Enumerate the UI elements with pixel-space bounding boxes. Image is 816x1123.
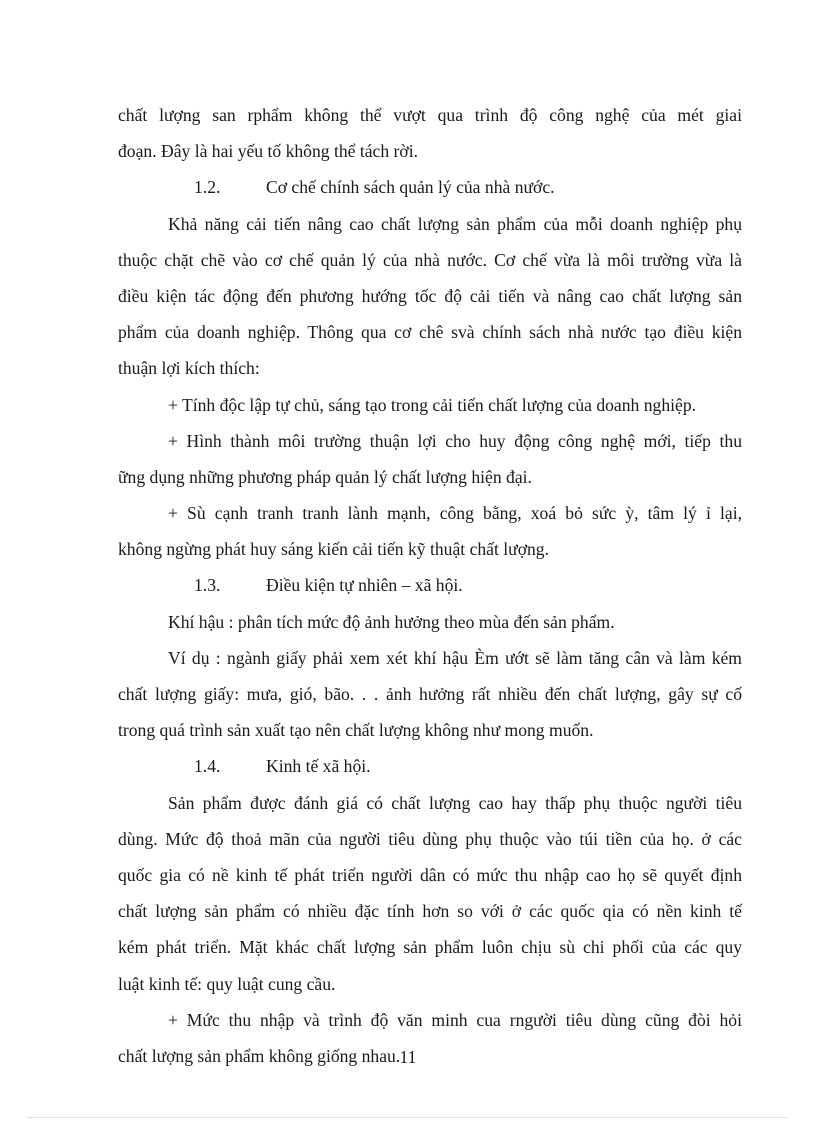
section-title: Điều kiện tự nhiên – xã hội. [266,575,463,596]
text-line: chất lượng sản phẩm có nhiều đặc tính hơn so với ở các quốc qia có nền kinh tế [118,901,742,922]
section-number: 1.4. [194,756,221,777]
text-line: thuận lợi kích thích: [118,358,260,379]
text-line: Khả năng cải tiến nâng cao chất lượng sản phẩm của mỗi doanh nghiệp phụ [168,213,742,234]
text-line: đoạn. Đây là hai yếu tố không thể tách rời. [118,141,419,162]
section-title: Cơ chế chính sách quản lý của nhà nước. [266,177,555,198]
text-line: Khí hậu : phân tích mức độ ảnh hưởng theo mùa đến sản phẩm. [168,611,615,632]
body-text [118,97,742,1074]
text-line: chất lượng sản phẩm không giống nhau. [118,1045,401,1066]
text-line: chất lượng giấy: mưa, gió, bão. . . ảnh hưởng rất nhiều đến chất lượng, gây sự cố [118,684,742,704]
text-line: chất lượng san rphẩm không thể vượt qua trình độ công nghệ của mét giai [118,105,742,125]
text-line: + Tính độc lập tự chủ, sáng tạo trong cải tiến chất lượng của doanh nghiệp. [168,394,697,415]
text-line: + Sù cạnh tranh tranh lành mạnh, công bằng, xoá bỏ sức ỳ, tâm lý ỉ lại, [168,503,742,524]
section-title: Kinh tế xã hội. [266,756,371,777]
section-heading-1-3 [118,567,742,603]
text-line: trong quá trình sản xuất tạo nên chất lượng không như mong muốn. [118,720,594,741]
page-border [28,1117,788,1118]
text-line: + Hình thành môi trường thuận lợi cho huy động công nghệ mới, tiếp thu [168,430,742,451]
text-line: dùng. Mức độ thoả mãn của người tiêu dùng phụ thuộc vào túi tiền của họ. ở các [118,828,742,849]
text-line: không ngừng phát huy sáng kiến cải tiến kỹ thuật chất lượng. [118,539,549,560]
section-number: 1.3. [194,575,221,596]
page-number: 11 [399,1047,417,1067]
text-line: ững dụng những phương pháp quản lý chất lượng hiện đại. [118,466,532,487]
text-line: thuộc chặt chẽ vào cơ chế quản lý của nhà nước. Cơ chế vừa là môi trường vừa là [118,249,742,270]
section-heading-1-2 [118,169,742,205]
text-line: điều kiện tác động đến phương hướng tốc độ cải tiến và nâng cao chất lượng sản [118,285,742,306]
text-line: quốc gia có nề kinh tế phát triển người dân có mức thu nhập cao họ sẽ quyết định [118,864,742,885]
section-number: 1.2. [194,177,221,198]
text-line: luật kinh tế: quy luật cung cầu. [118,973,336,994]
text-line: Ví dụ : ngành giấy phải xem xét khí hậu Èm ướt sẽ làm tăng cân và làm kém [168,647,742,668]
text-line: kém phát triển. Mặt khác chất lượng sản phẩm luôn chịu sù chi phối của các quy [118,937,742,958]
text-line: Sản phẩm được đánh giá có chất lượng cao hay thấp phụ thuộc người tiêu [168,792,742,813]
text-line: + Mức thu nhập và trình độ văn minh cua rngười tiêu dùng cũng đòi hỏi [168,1009,742,1030]
section-heading-1-4 [118,748,742,784]
text-line: phẩm của doanh nghiệp. Thông qua cơ chê svà chính sách nhà nước tạo điều kiện [118,322,742,343]
